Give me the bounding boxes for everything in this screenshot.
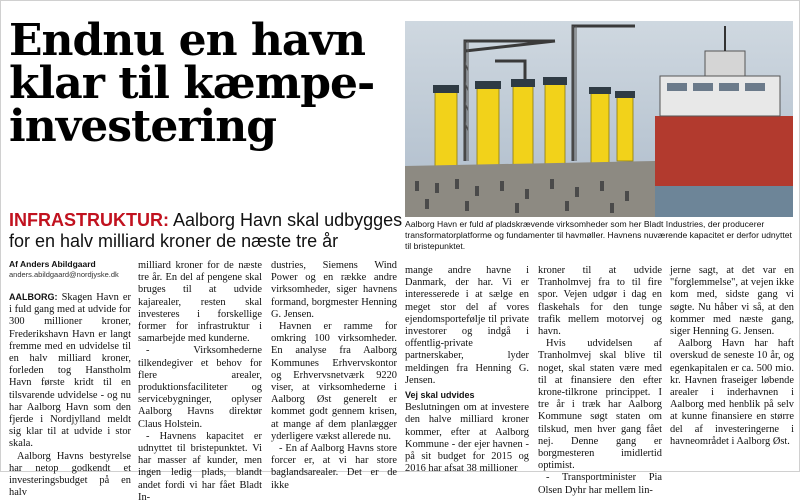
headline-line-3: investering xyxy=(9,101,277,152)
body-paragraph: milliard kroner for de næste tre år. En del af pengene skal bruges til at udvide kajarealer, resten skal investeres i forskellige former for infrastruktur i samarbejde med kunderne. xyxy=(138,260,262,345)
body-paragraph: Aalborg Havn har haft overskud de seneste 10 år, og egenkapitalen er ca. 500 mio. kr. Havnen fraseiger løbende arealer i inderhavnen i Aalborg med henblik på selv at kunne finansiere en større del af investeringerne i havneområdet i Aalborg Øst. xyxy=(670,338,794,447)
body-paragraph: - Virksomhederne tilkendegiver et behov for flere arealer, produktionsfaciliteter og servicebygninger, oplyser Aalborg Havns direktør Claus Holstein. xyxy=(138,345,262,430)
author-email: anders.abildgaard@nordjyske.dk xyxy=(9,270,119,279)
body-paragraph: Skagen Havn er i fuld gang med at udvide for 300 millioner kroner, Frederikshavn Havn er langt fremme med en udvidelse til en halv milliard kroner, forleden tog Hanstholm Havn første kridt til en tilsvarende udvidelse - og nu har Aalborg Havn som den fjerde i Nordjylland meldt sig klar til at udvide i stor skala. xyxy=(9,292,131,450)
kicker-label: INFRASTRUKTUR: xyxy=(9,210,169,230)
body-paragraph: Aalborg Havns bestyrelse har netop godkendt et investeringsbudget på en halv xyxy=(9,450,131,499)
subheadline xyxy=(9,210,404,252)
article-column-4 xyxy=(405,265,529,475)
byline: Af Anders Abildgaard xyxy=(9,259,96,269)
body-paragraph: - Transportminister Pia Olsen Dyhr har mellem lin- xyxy=(538,472,662,496)
body-paragraph: mange andre havne i Danmark, der har. Vi er interesserede i at sælge en meget stor del af vores ejendomsportefølje til private investorer og indgå i offentlig-private partnerskaber, lyder meldingen fra Henning G. Jensen. xyxy=(405,265,529,386)
article-column-3 xyxy=(271,260,397,492)
subheadline-text: Aalborg Havn skal udbygges for en halv milliard kroner de næste tre år xyxy=(9,210,403,251)
body-paragraph: Havnen er ramme for omkring 100 virksomheder. En analyse fra Aalborg Kommunes Erhvervskontor og Erhvervsnetværk 9220 viser, at virksomhederne i Aalborg Øst generelt er kommet godt gennem krisen, at mange af dem planlægger yderligere vækst allerede nu. xyxy=(271,321,397,442)
article-column-6 xyxy=(670,265,794,448)
harbor-photo xyxy=(405,21,793,217)
harbor-illustration xyxy=(405,21,793,217)
article-column-5 xyxy=(538,265,662,497)
article-column-1 xyxy=(9,291,131,499)
body-paragraph: Hvis udvidelsen af Tranholmvej skal blive til noget, skal staten være med til at finansiere den efter krone-tilkrone princippet. I tre år i træk har Aalborg Kommune søgt staten om tilskud, men hver gang fået nej. Denne gang er borgmesteren imidlertid optimist. xyxy=(538,338,662,472)
headline-line-2: klar til kæmpe- xyxy=(9,58,375,109)
article-column-2 xyxy=(138,260,262,504)
dateline: AALBORG: xyxy=(9,292,58,302)
section-heading: Vej skal udvides xyxy=(405,390,475,401)
headline-line-1: Endnu en havn xyxy=(9,15,365,66)
headline xyxy=(9,15,404,152)
body-paragraph: kroner til at udvide Tranholmvej fra to til fire spor. Vejen udgør i dag en flaskehals for den tunge trafik mellem motorvej og havn. xyxy=(538,265,662,338)
body-paragraph: - En af Aalborg Havns store forcer er, at vi har store baglandsarealer. Det er de ikke xyxy=(271,443,397,491)
body-paragraph: dustries, Siemens Wind Power og en række andre virksomheder, siger havnens formand, borgmester Henning G. Jensen. xyxy=(271,260,397,320)
body-paragraph: Beslutningen om at investere den halve milliard kroner kommer, efter at Aalborg Kommune - der ejer havnen - på sit budget for 2015 og 2016 har afsat 38 millioner xyxy=(405,402,529,475)
body-paragraph: - Havnens kapacitet er udnyttet til bristepunktet. Vi har masser af kunder, men ingen ledig plads, blandt andet fordi vi har fået Bladt In- xyxy=(138,430,262,503)
body-paragraph: jerne sagt, at det var en "forglemmelse", at vejen ikke kom med, sidste gang vi søgte. Nu håber vi så, at den kommer med næste gang, siger Henning G. Jensen. xyxy=(670,265,794,338)
photo-caption: Aalborg Havn er fuld af pladskrævende virksomheder som her Bladt Industries, der producerer transformatorplatforme og fundamenter til havmøller. Havnens nuværende kapacitet er derfor udnyttet til bristepunktet. xyxy=(405,219,792,251)
